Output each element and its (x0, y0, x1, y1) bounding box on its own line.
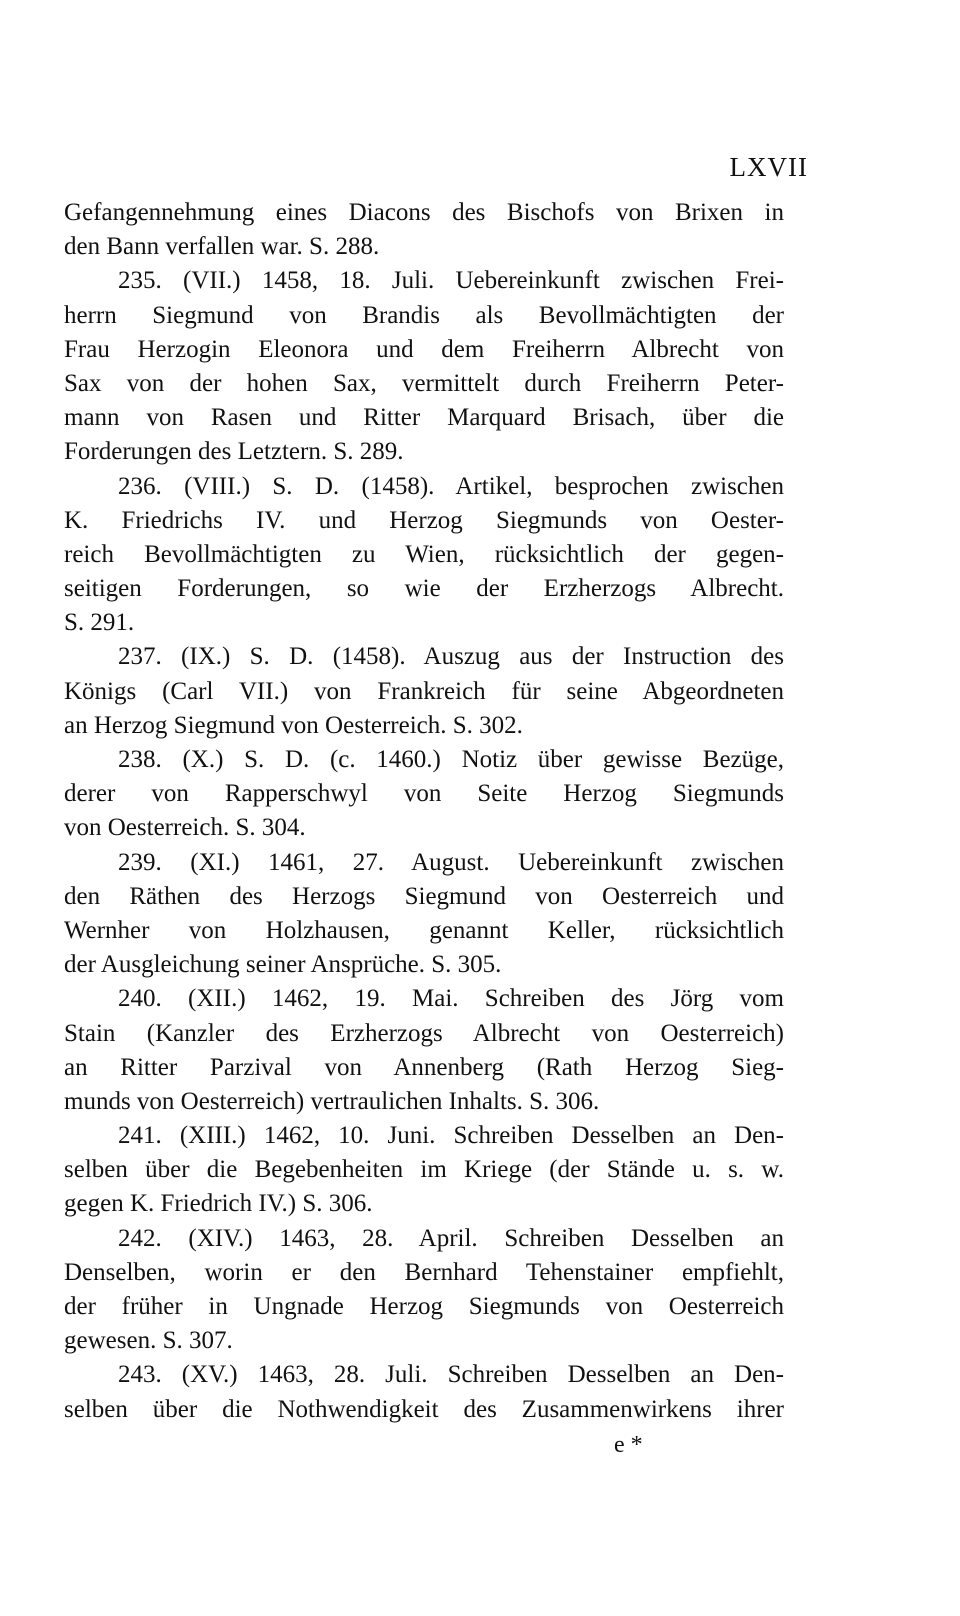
signature-mark: e * (614, 1432, 643, 1458)
text-line: 236. (VIII.) S. D. (1458). Artikel, besprochen zwischen (118, 472, 784, 500)
text-line: Frau Herzogin Eleonora und dem Freiherrn Albrecht von (64, 335, 784, 363)
text-line: selben über die Nothwendigkeit des Zusammenwirkens ihrer (64, 1395, 784, 1423)
body-text (64, 196, 784, 1427)
text-line: gegen K. Friedrich IV.) S. 306. (64, 1190, 373, 1218)
text-line: 237. (IX.) S. D. (1458). Auszug aus der Instruction des (118, 643, 784, 671)
text-line: 238. (X.) S. D. (c. 1460.) Notiz über gewisse Bezüge, (118, 746, 784, 773)
text-line: Stain (Kanzler des Erzherzogs Albrecht von Oesterreich) (64, 1019, 784, 1047)
text-line: K. Friedrichs IV. und Herzog Siegmunds von Oester- (64, 506, 784, 534)
text-line: von Oesterreich. S. 304. (64, 814, 306, 842)
text-line: Sax von der hohen Sax, vermittelt durch Freiherrn Peter- (64, 369, 784, 397)
text-line: 235. (VII.) 1458, 18. Juli. Uebereinkunft zwischen Frei- (118, 267, 784, 295)
text-line: derer von Rapperschwyl von Seite Herzog Siegmunds (64, 780, 784, 808)
text-line: 239. (XI.) 1461, 27. August. Uebereinkunft zwischen (118, 848, 784, 876)
text-line: 242. (XIV.) 1463, 28. April. Schreiben Desselben an (118, 1224, 784, 1252)
text-line: 240. (XII.) 1462, 19. Mai. Schreiben des Jörg vom (118, 985, 784, 1013)
text-line: 241. (XIII.) 1462, 10. Juni. Schreiben Desselben an Den- (118, 1122, 784, 1150)
text-line: munds von Oesterreich) vertraulichen Inhalts. S. 306. (64, 1087, 600, 1115)
text-line: gewesen. S. 307. (64, 1327, 233, 1355)
text-line: Denselben, worin er den Bernhard Tehenstainer empfiehlt, (64, 1258, 784, 1286)
page-number: LXVII (729, 152, 808, 182)
text-line: reich Bevollmächtigten zu Wien, rücksichtlich der gegen- (64, 540, 784, 568)
text-line: der früher in Ungnade Herzog Siegmunds von Oesterreich (64, 1293, 784, 1320)
text-line: den Bann verfallen war. S. 288. (64, 233, 380, 261)
text-line: an Ritter Parzival von Annenberg (Rath Herzog Sieg- (64, 1053, 784, 1081)
text-line: selben über die Begebenheiten im Kriege (der Stände u. s. w. (64, 1156, 784, 1184)
text-line: herrn Siegmund von Brandis als Bevollmächtigten der (64, 301, 784, 329)
text-line: mann von Rasen und Ritter Marquard Brisach, über die (64, 404, 784, 432)
text-line: Forderungen des Letztern. S. 289. (64, 438, 404, 466)
text-line: den Räthen des Herzogs Siegmund von Oesterreich und (64, 882, 784, 910)
text-line: an Herzog Siegmund von Oesterreich. S. 302. (64, 711, 523, 739)
text-line: 243. (XV.) 1463, 28. Juli. Schreiben Desselben an Den- (118, 1361, 784, 1389)
text-line: der Ausgleichung seiner Ansprüche. S. 305. (64, 951, 502, 979)
text-line: Königs (Carl VII.) von Frankreich für seine Abgeordneten (64, 677, 784, 705)
text-line: Gefangennehmung eines Diacons des Bischofs von Brixen in (64, 199, 784, 226)
text-line: Wernher von Holzhausen, genannt Keller, rücksichtlich (64, 916, 784, 944)
text-line: seitigen Forderungen, so wie der Erzherzogs Albrecht. (64, 575, 784, 603)
text-line: S. 291. (64, 609, 135, 637)
